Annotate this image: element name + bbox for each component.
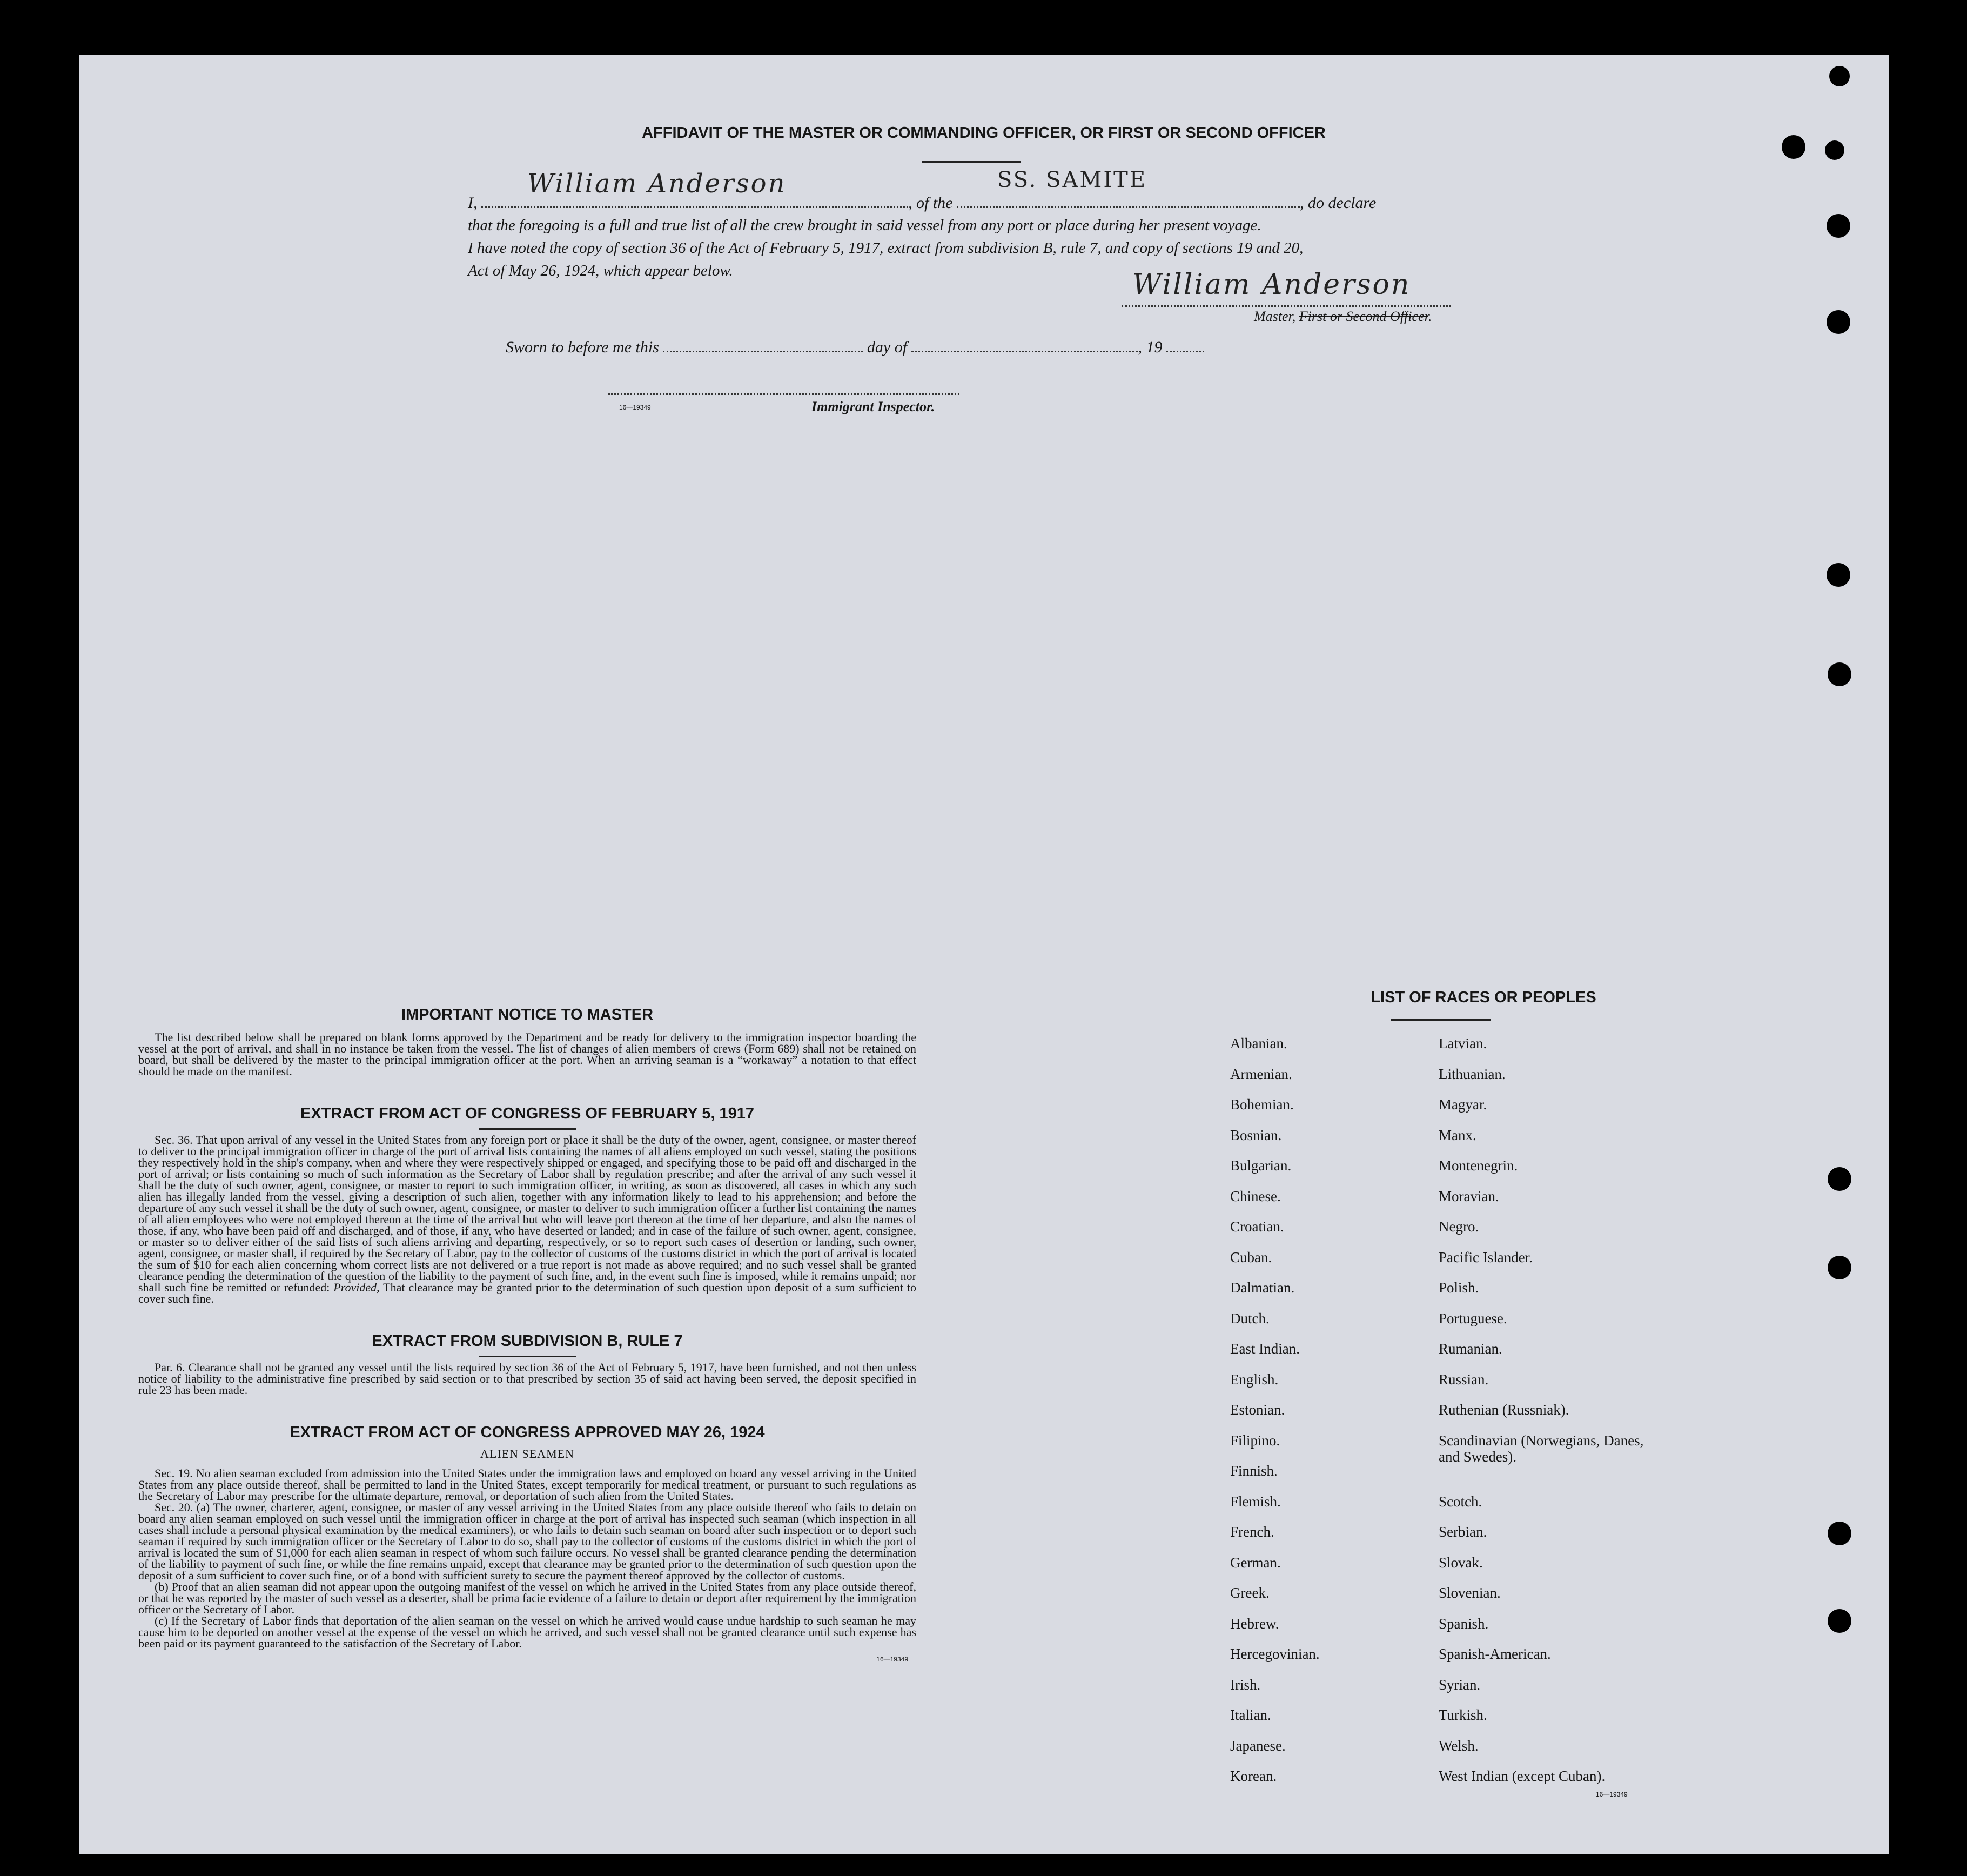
provided-label: Provided, bbox=[333, 1281, 380, 1294]
race-list-item: Dalmatian. bbox=[1230, 1279, 1295, 1296]
race-list-item: Syrian. bbox=[1439, 1676, 1481, 1693]
punch-hole bbox=[1827, 563, 1850, 587]
race-list-item: Lithuanian. bbox=[1439, 1066, 1506, 1082]
race-list-item: Slovenian. bbox=[1439, 1585, 1501, 1601]
punch-hole bbox=[1828, 1522, 1851, 1545]
race-list-item: Croatian. bbox=[1230, 1218, 1284, 1235]
punch-hole bbox=[1827, 310, 1850, 334]
sec-20a-body: (a) The owner, charterer, agent, consignee, or master of any vessel arriving in the United States from any place outside thereof who fails to detain on board any alien seaman employed on such vessel until the immigration officer in charge at the port of arrival has inspected such seaman (which inspection in all cases shall include a personal physical examination by the medical examiners), or who fails to detain such seaman on board after such inspection or to deport such seaman if required by such immigration officer or the Secretary of Labor to do so, shall pay to the collector of customs of the customs district in which the port of arrival is located the sum of $1,000 for each alien seaman in respect of whom such failure occurs. No vessel shall be granted clearance pending the determination of the liability to payment of such fine, or while the fine remains unpaid, except that clearance may be granted prior to the determination of such question upon the deposit of a sum sufficient to cover such fine, or of a bond with sufficient surety to secure the payment thereof approved by the collector of customs. bbox=[138, 1500, 917, 1582]
race-list-item: Finnish. bbox=[1230, 1463, 1278, 1479]
year-label: , 19 bbox=[1138, 338, 1163, 356]
sec-19-text bbox=[138, 1468, 916, 1502]
name-field bbox=[481, 169, 908, 208]
sworn-year-field bbox=[1166, 351, 1204, 352]
race-list-item: Portuguese. bbox=[1439, 1310, 1507, 1326]
i-label: I, bbox=[468, 194, 478, 212]
notices-form-number: 16—19349 bbox=[876, 1656, 908, 1663]
declaration-line bbox=[468, 168, 1543, 212]
race-list-item: French. bbox=[1230, 1524, 1274, 1540]
race-list-item: Cuban. bbox=[1230, 1249, 1272, 1265]
title-struck: First or Second Officer bbox=[1299, 309, 1428, 324]
punch-hole bbox=[1828, 1256, 1851, 1279]
races-title-rule bbox=[1391, 1019, 1491, 1021]
inspector-line bbox=[608, 393, 959, 395]
race-list-item: Serbian. bbox=[1439, 1524, 1487, 1540]
notice-text: The list described below shall be prepared on blank forms approved by the Department and be ready for delivery to the immigration inspector boarding the vessel at the port of arrival, and shall in no instance be taken from the vessel. The list of changes of alien members of crews (Form 689) shall not be retained on board, but shall be delivered by the master to the principal immigration officer at the port. When an arriving seaman is a “workaway” a notation to that effect should be made on the manifest. bbox=[138, 1030, 916, 1078]
race-list-item: Flemish. bbox=[1230, 1493, 1281, 1510]
race-list-item: German. bbox=[1230, 1554, 1281, 1571]
race-list-item: English. bbox=[1230, 1371, 1279, 1388]
race-list-item: Italian. bbox=[1230, 1707, 1271, 1723]
race-list-item: Negro. bbox=[1439, 1218, 1479, 1235]
extract-1917-rule bbox=[479, 1128, 576, 1130]
race-list-item: Welsh. bbox=[1439, 1737, 1479, 1754]
affidavit-title: AFFIDAVIT OF THE MASTER OR COMMANDING OFFICER, OR FIRST OR SECOND OFFICER bbox=[642, 124, 1326, 142]
sec-36-text-end: That clearance may be granted prior to the determination of such question upon deposit of a sum sufficient to cover such fine. bbox=[138, 1281, 916, 1305]
race-list-item: Montenegrin. bbox=[1439, 1157, 1518, 1174]
punch-hole bbox=[1828, 1609, 1851, 1633]
statement-line-1: that the foregoing is a full and true list of all the crew brought in said vessel from any port or place during her present voyage. bbox=[468, 217, 1261, 234]
race-list-item: Moravian. bbox=[1439, 1188, 1499, 1204]
races-right-column bbox=[1439, 1035, 1666, 1799]
race-list-item: Estonian. bbox=[1230, 1402, 1285, 1418]
title-end: . bbox=[1428, 309, 1432, 324]
signature-area bbox=[1122, 269, 1538, 328]
race-list-item: Hebrew. bbox=[1230, 1615, 1279, 1632]
race-list-item: Albanian. bbox=[1230, 1035, 1287, 1051]
extract-1917-title: EXTRACT FROM ACT OF CONGRESS OF FEBRUARY 5, 1917 bbox=[300, 1105, 755, 1122]
statement-line-3: Act of May 26, 1924, which appear below. bbox=[468, 262, 733, 279]
race-list-item: Greek. bbox=[1230, 1585, 1270, 1601]
document-page bbox=[79, 55, 1889, 1854]
vessel-handwritten: SS. SAMITE bbox=[997, 168, 1147, 192]
sec-20c-text: (c) If the Secretary of Labor finds that deportation of the alien seaman on the vessel on which he arrived would cause undue hardship to such seaman he may cause him to be deported on another vessel at the expense of the vessel on which he arrived, and such vessel shall not be granted clearance until such expense has been paid or its payment guaranteed to the satisfaction of the Secretary of Labor. bbox=[138, 1614, 916, 1650]
do-declare-label: , do declare bbox=[1300, 194, 1377, 212]
race-list-item: Bosnian. bbox=[1230, 1127, 1282, 1143]
punch-hole bbox=[1829, 66, 1850, 86]
extract-1917-text bbox=[138, 1134, 916, 1304]
race-list-item: East Indian. bbox=[1230, 1341, 1300, 1357]
punch-hole bbox=[1782, 135, 1805, 159]
statement-line-2: I have noted the copy of section 36 of the Act of February 5, 1917, extract from subdivision B, rule 7, and copy of sections 19 and 20, bbox=[468, 239, 1304, 257]
title-master: Master, bbox=[1254, 309, 1296, 324]
affidavit-title-rule bbox=[922, 161, 1021, 163]
rule-7-rule bbox=[479, 1356, 576, 1357]
extract-1924-title: EXTRACT FROM ACT OF CONGRESS APPROVED MAY 26, 1924 bbox=[290, 1424, 765, 1441]
vessel-field bbox=[957, 168, 1300, 208]
race-list-item: Korean. bbox=[1230, 1768, 1277, 1784]
race-list-item: Latvian. bbox=[1439, 1035, 1487, 1051]
master-signature: William Anderson bbox=[1132, 269, 1411, 301]
legal-notices bbox=[138, 1006, 916, 1663]
extract-1924-subtitle: ALIEN SEAMEN bbox=[480, 1447, 574, 1460]
race-list-item: Magyar. bbox=[1439, 1096, 1487, 1113]
race-list-item: Irish. bbox=[1230, 1676, 1261, 1693]
sworn-month-field bbox=[911, 351, 1138, 352]
affidavit-form-number: 16—19349 bbox=[619, 404, 651, 411]
signature-title bbox=[1254, 309, 1432, 325]
race-list-item: Pacific Islander. bbox=[1439, 1249, 1533, 1265]
races-form-number: 16—19349 bbox=[1596, 1791, 1628, 1798]
race-list-item: Bulgarian. bbox=[1230, 1157, 1292, 1174]
sec-20-label: Sec. 20. bbox=[155, 1500, 193, 1514]
sworn-day-field bbox=[663, 351, 863, 352]
race-list-item: Russian. bbox=[1439, 1371, 1489, 1388]
name-handwritten: William Anderson bbox=[527, 169, 787, 199]
race-list-item: Hercegovinian. bbox=[1230, 1646, 1320, 1662]
races-title: LIST OF RACES OR PEOPLES bbox=[1371, 989, 1596, 1006]
day-of-label: day of bbox=[867, 338, 908, 356]
sec-36-text: That upon arrival of any vessel in the United States from any foreign port or place it shall be the duty of the owner, agent, consignee, or master thereof to deliver to the principal immigration officer in charge of the port of arrival lists containing the names of all aliens employed on such vessel, stating the positions they respectively hold in the ship's company, when and where they were respectively shipped or engaged, and specifying those to be paid off and discharged in the port of arrival; or lists containing so much of such information as the Secretary of Labor shall by regulation prescribe; and after the arrival of any such vessel it shall be the duty of such owner, agent, consignee, or master to report to such immigration officer, in writing, as soon as discovered, all cases in which any such alien has illegally landed from the vessel, giving a description of such alien, together with any information likely to lead to his apprehension; and before the departure of any such vessel it shall be the duty of such owner, agent, consignee, or master to deliver to such immigration officer a further list containing the names of all alien employees who were not employed thereon at the time of the arrival but who will leave port thereon at the time of her departure, and also the names of those, if any, who have been paid off and discharged, and of those, if any, who have deserted or landed; and in case of the failure of such owner, agent, consignee, or master so to deliver either of the said lists of such aliens arriving and departing, respectively, or so to report such cases of desertion or landing, such owner, agent, consignee, or master shall, if required by the Secretary of Labor, pay to the collector of customs of the customs district in which the port of arrival is located the sum of $10 for each alien concerning whom correct lists are not delivered or a true report is not made as above required; and no such vessel shall be granted clearance pending the determination of the question of the liability to the payment of such fine, and, in the event such fine is imposed, while it remains unpaid; nor shall such fine be remitted or refunded: bbox=[138, 1133, 916, 1294]
rule-7-text: Par. 6. Clearance shall not be granted any vessel until the lists required by section 36 of the Act of February 5, 1917, have been furnished, and not then unless notice of liability to the administrative fine prescribed by said section or to that prescribed by section 35 of said act having been served, the deposit specified in rule 23 has been made. bbox=[138, 1361, 916, 1397]
sworn-label: Sworn to before me this bbox=[506, 338, 659, 356]
of-the-label: , of the bbox=[908, 194, 953, 212]
punch-hole bbox=[1828, 662, 1851, 686]
race-list-item: Ruthenian (Russniak). bbox=[1439, 1402, 1569, 1418]
race-list-item: Spanish-American. bbox=[1439, 1646, 1551, 1662]
race-list-item: Manx. bbox=[1439, 1127, 1476, 1143]
sec-19-label: Sec. 19. bbox=[155, 1466, 193, 1480]
race-list-item: West Indian (except Cuban). bbox=[1439, 1768, 1606, 1784]
sworn-line bbox=[506, 338, 1204, 357]
inspector-label: Immigrant Inspector. bbox=[811, 399, 935, 414]
rule-7-title: EXTRACT FROM SUBDIVISION B, RULE 7 bbox=[372, 1332, 683, 1350]
race-list-item: Spanish. bbox=[1439, 1615, 1489, 1632]
race-list-item: Chinese. bbox=[1230, 1188, 1281, 1204]
race-list-item: Scandinavian (Norwegians, Danes, and Swedes). bbox=[1439, 1432, 1644, 1465]
punch-hole bbox=[1825, 140, 1844, 160]
race-list-item: Scotch. bbox=[1439, 1493, 1482, 1510]
race-list-item: Armenian. bbox=[1230, 1066, 1292, 1082]
signature-line bbox=[1122, 305, 1451, 307]
race-list-item: Japanese. bbox=[1230, 1737, 1286, 1754]
sec-20b-text: (b) Proof that an alien seaman did not appear upon the outgoing manifest of the vessel on which he arrived in the United States from any place outside thereof, or that he was reported by the master of such vessel as a deserter, shall be prima facie evidence of a failure to detain or deport after requirement by the immigration officer or the Secretary of Labor. bbox=[138, 1580, 916, 1616]
sec-36-label: Sec. 36. bbox=[155, 1133, 193, 1147]
race-list-item: Dutch. bbox=[1230, 1310, 1270, 1326]
races-left-column bbox=[1230, 1035, 1320, 1799]
race-list-item: Slovak. bbox=[1439, 1554, 1483, 1571]
sec-20a-text bbox=[138, 1502, 916, 1581]
race-list-item: Filipino. bbox=[1230, 1432, 1280, 1449]
punch-hole bbox=[1827, 214, 1850, 238]
notice-title: IMPORTANT NOTICE TO MASTER bbox=[401, 1006, 654, 1023]
race-list-item: Bohemian. bbox=[1230, 1096, 1294, 1113]
race-list-item: Rumanian. bbox=[1439, 1341, 1502, 1357]
punch-hole bbox=[1828, 1167, 1851, 1191]
race-list-item: Turkish. bbox=[1439, 1707, 1487, 1723]
race-list-item: Polish. bbox=[1439, 1279, 1479, 1296]
sec-19-body: No alien seaman excluded from admission into the United States under the immigration laws and employed on board any vessel arriving in the United States from any place outside thereof, shall be permitted to land in the United States, except temporarily for medical treatment, or pursuant to such regulations as the Secretary of Labor may prescribe for the ultimate departure, removal, or deportation of such alien from the United States. bbox=[138, 1466, 917, 1503]
